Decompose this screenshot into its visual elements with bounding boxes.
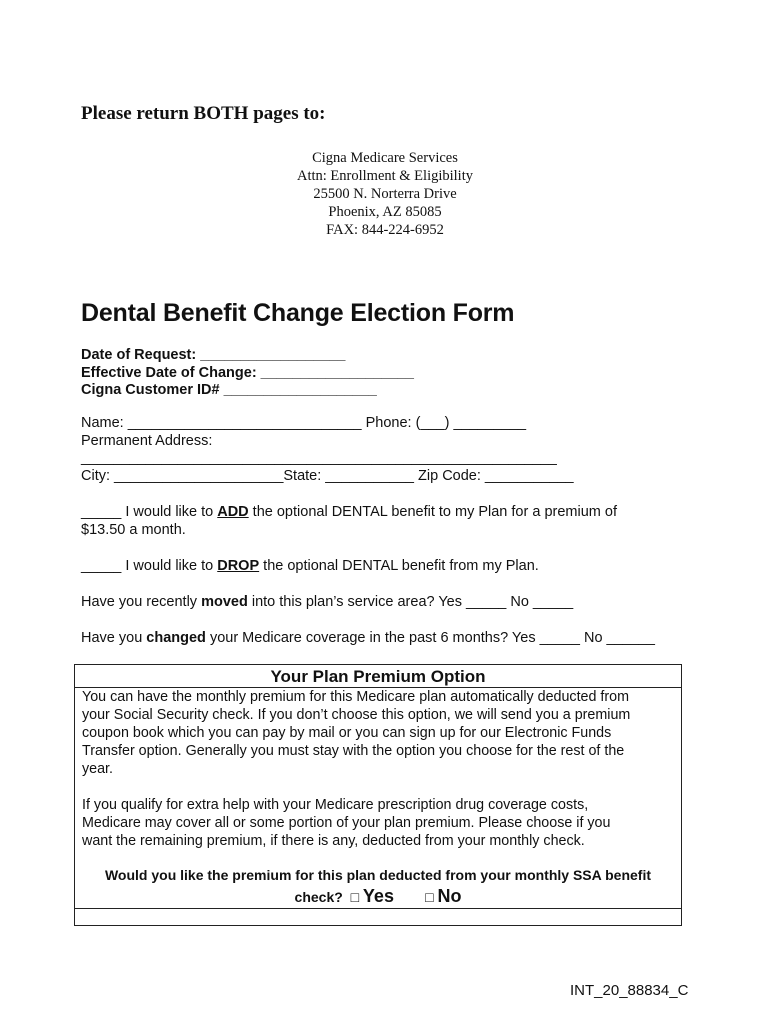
changed-word: changed <box>146 630 206 646</box>
ssa-deduction-question: Would you like the premium for this plan deducted from your monthly SSA benefit <box>104 867 652 883</box>
premium-paragraph-2 <box>82 796 678 850</box>
form-code: INT_20_88834_C <box>570 982 689 999</box>
name-phone-field[interactable]: Name: _____________________________ Phone: (___) _________ <box>81 415 527 431</box>
address-line: Phoenix, AZ 85085 <box>328 204 442 220</box>
question-end: check? <box>294 889 343 905</box>
para-line: Transfer option. Generally you must stay with the option you choose for the rest of the <box>82 743 625 759</box>
fax-line: FAX: 844-224-6952 <box>326 222 444 238</box>
add-premium-amount: $13.50 a month. <box>81 522 186 538</box>
changed-coverage-question[interactable] <box>81 630 655 646</box>
add-blank: _____ I would like to <box>81 504 218 520</box>
para-line: coupon book which you can pay by mail or you can sign up for our Electronic Funds <box>82 725 612 741</box>
form-title: Dental Benefit Change Election Form <box>81 299 515 327</box>
date-of-request-field[interactable]: Date of Request: __________________ <box>81 347 346 363</box>
premium-option-box <box>74 664 682 926</box>
premium-paragraph-1 <box>82 688 678 778</box>
ssa-deduction-choices <box>75 886 681 907</box>
customer-id-field[interactable]: Cigna Customer ID# ___________________ <box>81 382 377 398</box>
drop-dental-option[interactable] <box>81 558 539 574</box>
drop-text: the optional DENTAL benefit from my Plan. <box>259 558 539 574</box>
address-line: 25500 N. Norterra Drive <box>313 186 457 202</box>
para-line: year. <box>82 761 113 777</box>
para-line: If you qualify for extra help with your Medicare prescription drug coverage costs, <box>82 797 589 813</box>
checkbox-icon: □ <box>350 889 360 905</box>
no-checkbox[interactable] <box>425 886 462 906</box>
moved-pre: Have you recently <box>81 594 202 610</box>
address-line: Attn: Enrollment & Eligibility <box>296 168 473 184</box>
changed-post: your Medicare coverage in the past 6 months? Yes _____ No ______ <box>205 630 655 646</box>
box-divider <box>75 908 681 909</box>
effective-date-field[interactable]: Effective Date of Change: ___________________ <box>81 365 414 381</box>
moved-post: into this plan’s service area? Yes _____ No _____ <box>247 594 574 610</box>
changed-pre: Have you <box>81 630 147 646</box>
yes-label: Yes <box>362 886 394 906</box>
address-line: Cigna Medicare Services <box>312 150 458 166</box>
moved-question[interactable] <box>81 594 573 610</box>
address-field[interactable]: ___________________________________________________________ <box>81 450 557 466</box>
return-heading: Please return BOTH pages to: <box>81 103 326 124</box>
no-label: No <box>437 886 462 906</box>
para-line: want the remaining premium, if there is any, deducted from your monthly check. <box>82 833 585 849</box>
city-state-zip-field[interactable]: City: _____________________State: ___________ Zip Code: ___________ <box>81 468 574 484</box>
premium-box-title: Your Plan Premium Option <box>270 667 486 686</box>
add-dental-option[interactable] <box>81 504 617 520</box>
para-line: You can have the monthly premium for this Medicare plan automatically deducted from <box>82 689 630 705</box>
permanent-address-label: Permanent Address: <box>81 433 213 449</box>
yes-checkbox[interactable] <box>350 886 394 906</box>
add-text: the optional DENTAL benefit to my Plan for a premium of <box>248 504 617 520</box>
moved-word: moved <box>201 594 248 610</box>
para-line: Medicare may cover all or some portion of your plan premium. Please choose if you <box>82 815 611 831</box>
mailing-address <box>0 149 770 239</box>
drop-blank: _____ I would like to <box>81 558 218 574</box>
checkbox-icon: □ <box>425 889 434 905</box>
drop-word: DROP <box>217 558 260 574</box>
para-line: your Social Security check. If you don’t choose this option, we will send you a premium <box>82 707 631 723</box>
add-word: ADD <box>217 504 249 520</box>
